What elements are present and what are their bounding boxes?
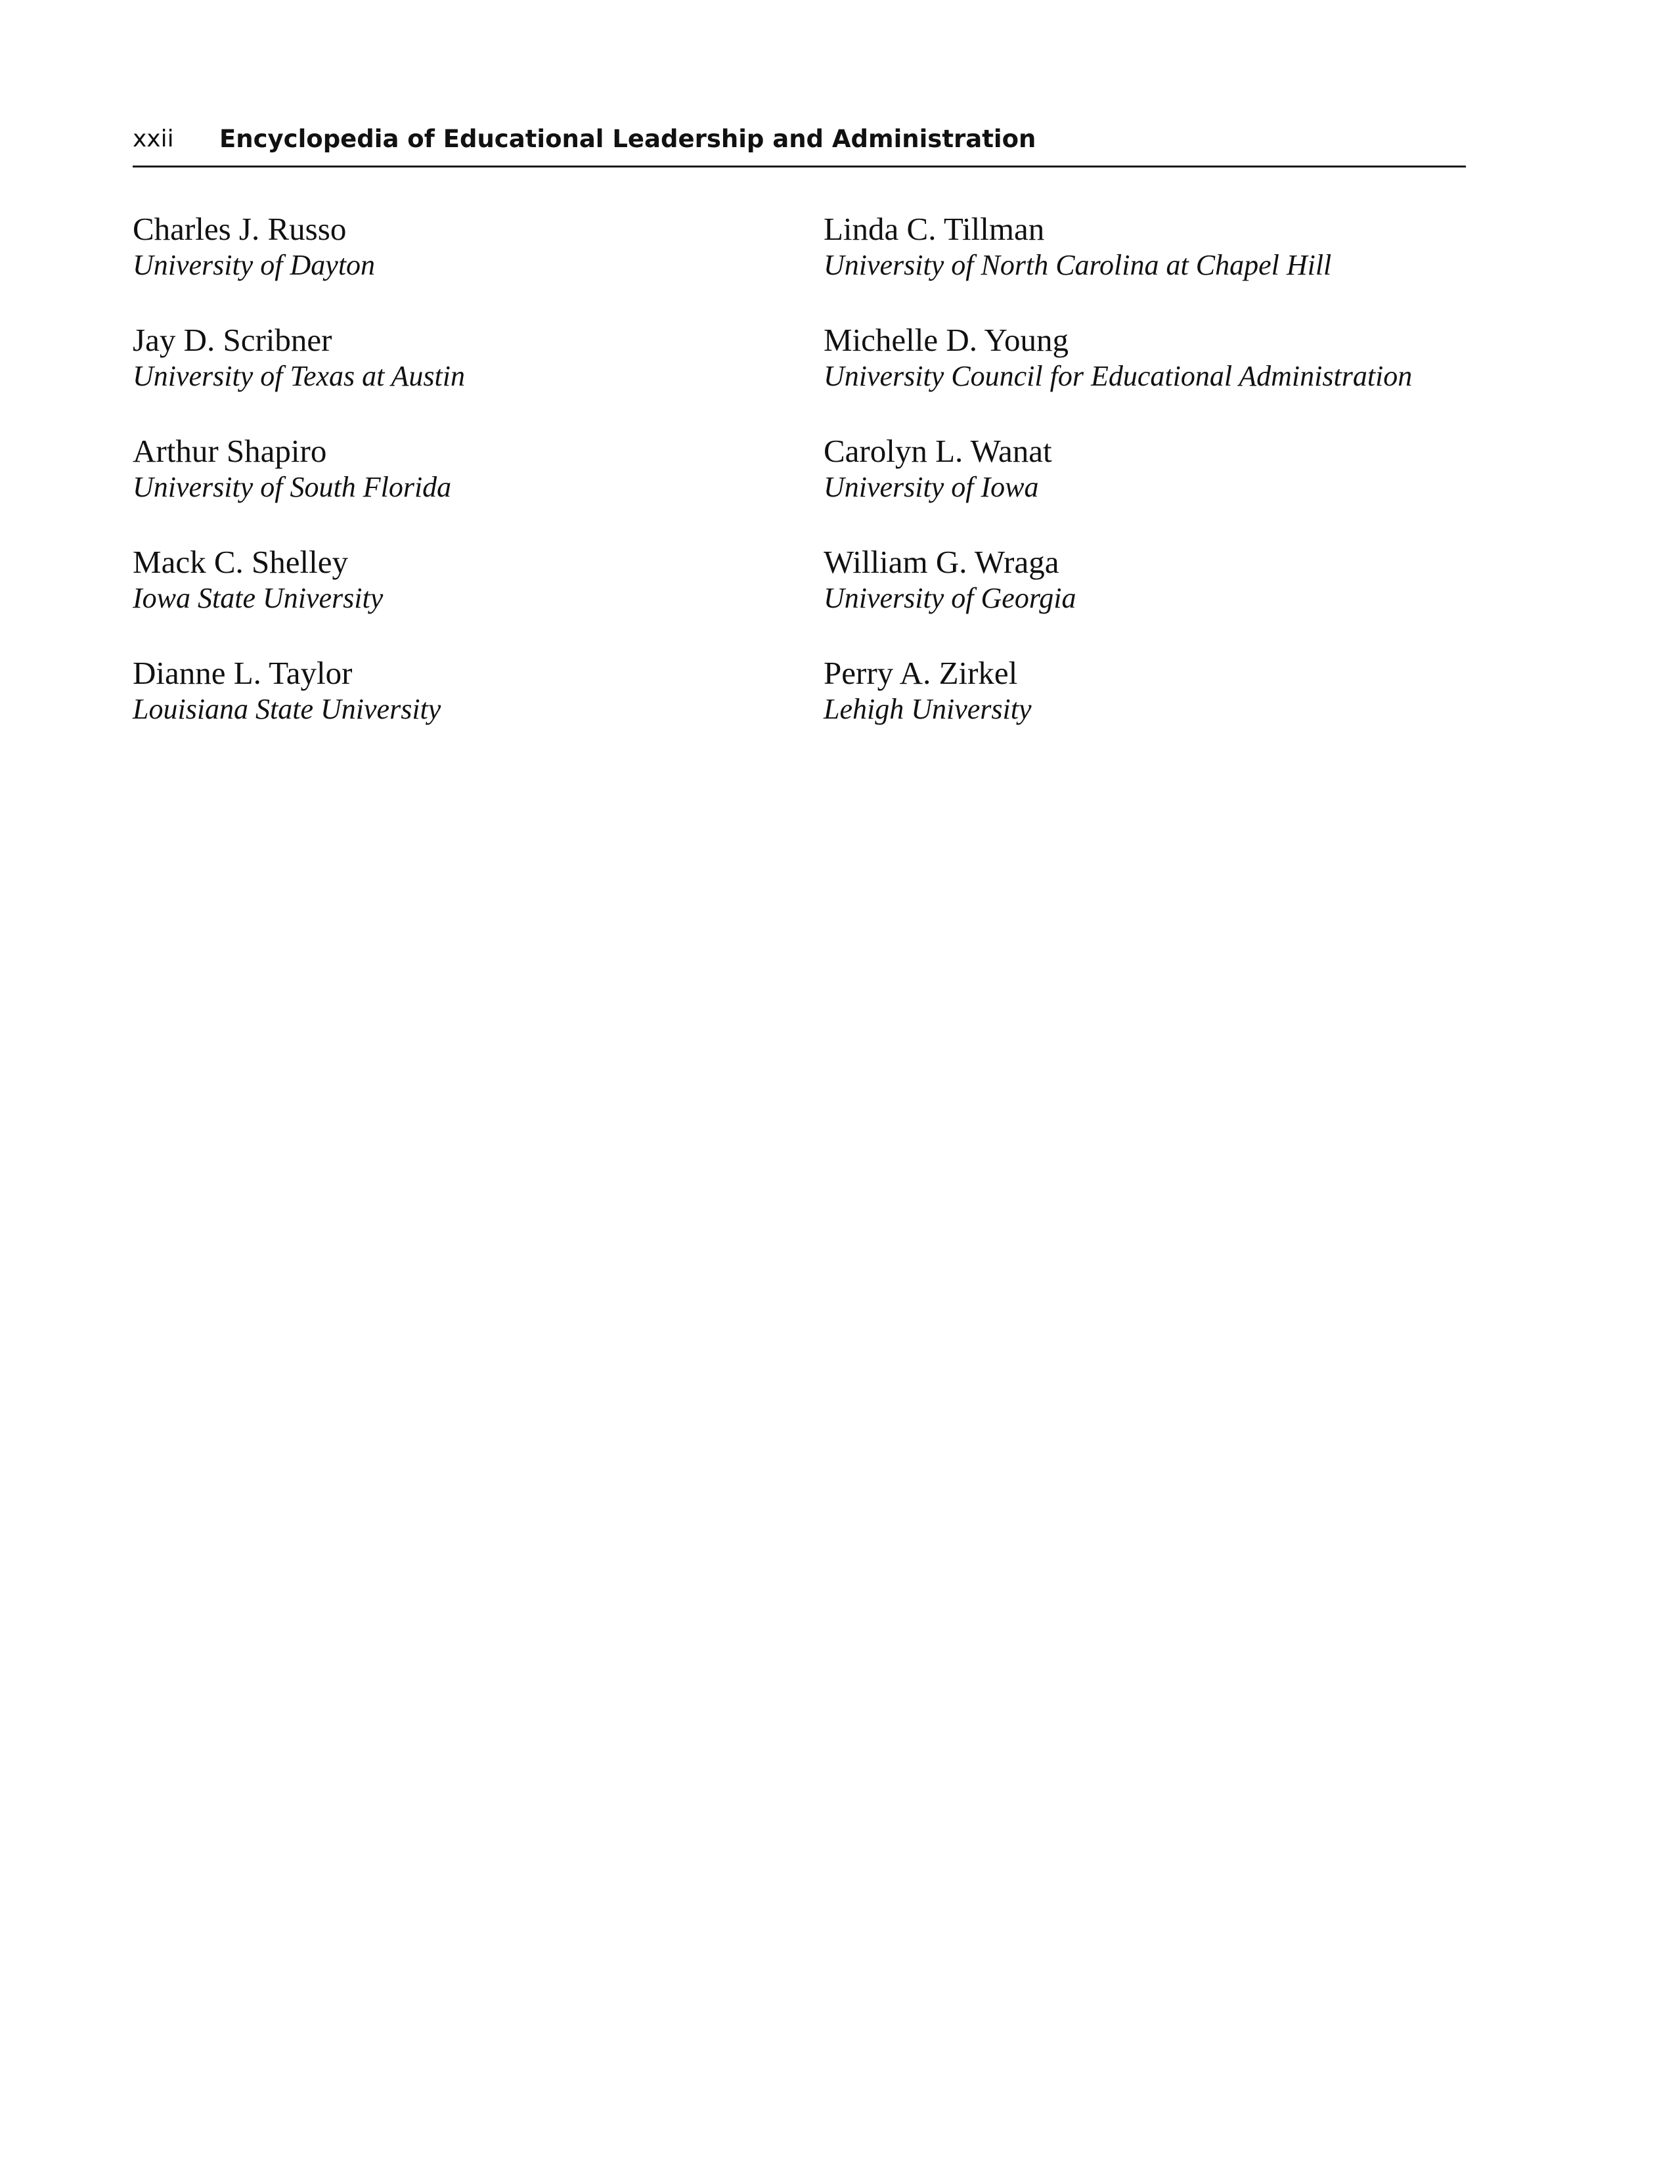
contributor-affiliation: University of Iowa	[824, 471, 1039, 503]
contributor-affiliation: University of Texas at Austin	[133, 360, 465, 392]
contributor-name: Jay D. Scribner	[133, 322, 332, 358]
contributor-entry	[133, 432, 465, 543]
contributor-entry	[824, 321, 1412, 432]
running-header	[133, 123, 1466, 167]
contributor-name: Linda C. Tillman	[824, 211, 1045, 247]
contributor-entry	[824, 654, 1412, 765]
contributor-affiliation: University of Georgia	[824, 582, 1076, 614]
page-number: xxii	[133, 125, 174, 152]
contributor-entry	[133, 321, 465, 432]
contributor-entry	[824, 432, 1412, 543]
contributor-name: Dianne L. Taylor	[133, 655, 353, 691]
contributor-affiliation: Iowa State University	[133, 582, 384, 614]
contributor-affiliation: Lehigh University	[824, 693, 1032, 725]
contributor-entry	[133, 210, 465, 321]
contributor-entry	[824, 543, 1412, 654]
contributor-name: Mack C. Shelley	[133, 544, 348, 580]
contributor-name: William G. Wraga	[824, 544, 1059, 580]
contributor-name: Perry A. Zirkel	[824, 655, 1018, 691]
contributor-affiliation: University Council for Educational Administration	[824, 360, 1413, 392]
contributor-name: Carolyn L. Wanat	[824, 433, 1052, 469]
contributor-affiliation: University of South Florida	[133, 471, 452, 503]
contributor-entry	[133, 654, 465, 765]
contributor-column-left	[133, 210, 465, 765]
contributor-name: Charles J. Russo	[133, 211, 347, 247]
contributor-name: Michelle D. Young	[824, 322, 1069, 358]
contributor-name: Arthur Shapiro	[133, 433, 327, 469]
contributor-affiliation: University of Dayton	[133, 249, 376, 281]
contributor-affiliation: Louisiana State University	[133, 693, 441, 725]
contributor-entry	[133, 543, 465, 654]
contributor-column-right	[824, 210, 1412, 765]
contributor-entry	[824, 210, 1412, 321]
contributor-affiliation: University of North Carolina at Chapel Hill	[824, 249, 1332, 281]
book-title: Encyclopedia of Educational Leadership and Administration	[219, 125, 1036, 153]
